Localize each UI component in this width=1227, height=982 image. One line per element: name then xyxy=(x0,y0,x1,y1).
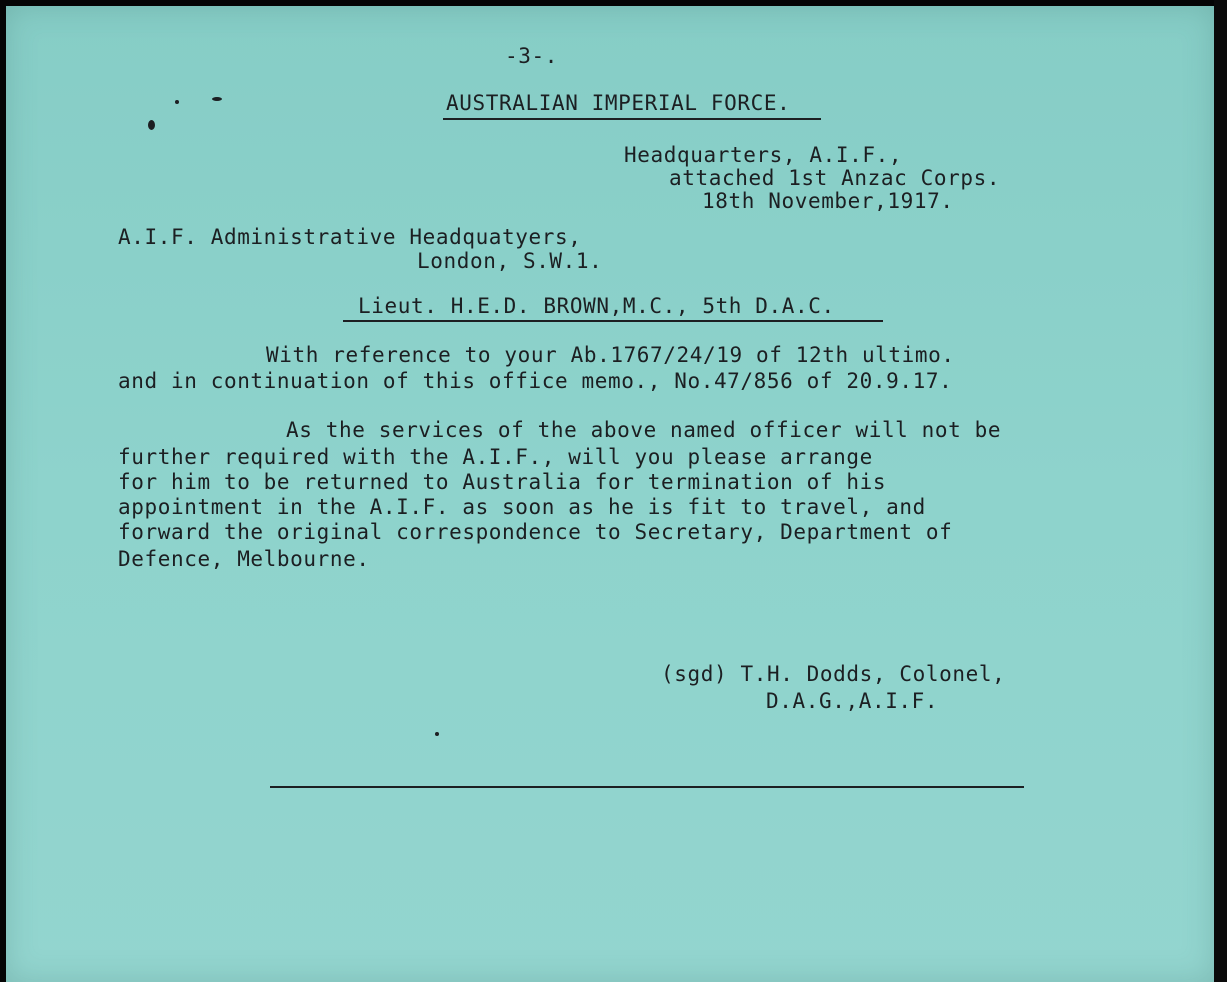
paragraph-1-line-2: and in continuation of this office memo., No.47/856 of 20.9.17. xyxy=(118,369,953,393)
ink-speck xyxy=(148,120,155,130)
signature-line-2: D.A.G.,A.I.F. xyxy=(766,689,939,713)
paragraph-1-line-1: With reference to your Ab.1767/24/19 of 12th ultimo. xyxy=(266,343,955,367)
paragraph-2-line-5: forward the original correspondence to Secretary, Department of xyxy=(118,520,953,544)
signature-line-1: (sgd) T.H. Dodds, Colonel, xyxy=(661,662,1006,686)
paragraph-2-line-2: further required with the A.I.F., will you please arrange xyxy=(118,445,873,469)
document-title: AUSTRALIAN IMPERIAL FORCE. xyxy=(446,91,791,115)
letter-date: 18th November,1917. xyxy=(702,189,954,213)
paragraph-2-line-3: for him to be returned to Australia for termination of his xyxy=(118,470,887,494)
ink-speck xyxy=(435,732,439,736)
title-underline xyxy=(443,118,821,120)
sender-line-1: Headquarters, A.I.F., xyxy=(624,143,903,167)
subject-underline xyxy=(343,320,883,322)
closing-rule xyxy=(270,786,1024,788)
ink-speck xyxy=(175,100,179,104)
paragraph-2-line-1: As the services of the above named officer will not be xyxy=(286,418,1002,442)
paragraph-2-line-4: appointment in the A.I.F. as soon as he is fit to travel, and xyxy=(118,495,926,519)
page-number: -3-. xyxy=(505,44,558,68)
recipient-line-2: London, S.W.1. xyxy=(417,249,603,273)
subject-line: Lieut. H.E.D. BROWN,M.C., 5th D.A.C. xyxy=(358,294,835,318)
sender-line-2: attached 1st Anzac Corps. xyxy=(669,166,1001,190)
document-sheet xyxy=(6,6,1214,982)
paragraph-2-line-6: Defence, Melbourne. xyxy=(118,547,370,571)
scan-edge xyxy=(1214,0,1227,982)
ink-speck xyxy=(212,97,222,101)
recipient-line-1: A.I.F. Administrative Headquatyers, xyxy=(118,225,582,249)
